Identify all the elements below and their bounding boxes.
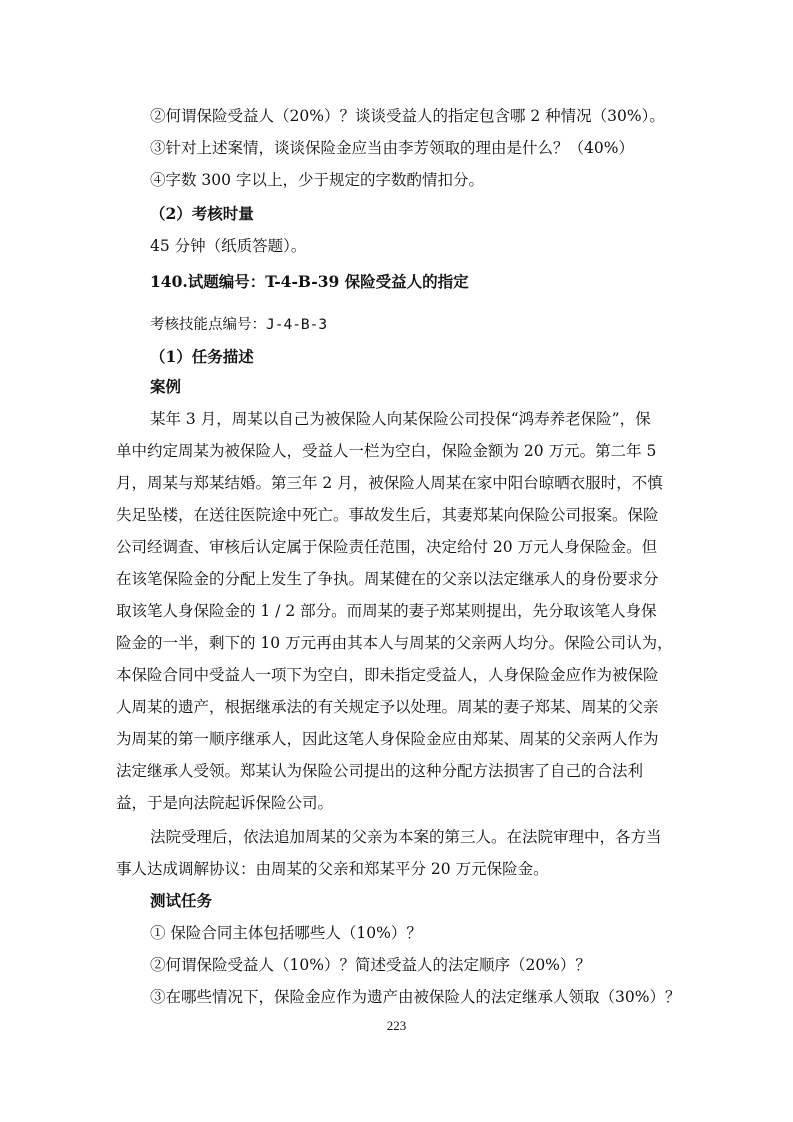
skill-code: 考核技能点编号：J-4-B-3 xyxy=(150,317,328,333)
top-item-4: ④字数 300 字以上，少于规定的字数酌情扣分。 xyxy=(150,171,484,189)
test-item-3: ③在哪些情况下，保险金应作为遗产由被保险人的法定继承人领取（30%）？ xyxy=(150,988,681,1006)
page-number: 223 xyxy=(386,1018,407,1033)
court-line: 法院受理后，依法追加周某的父亲为本案的第三人。在法院审理中，各方当 xyxy=(150,828,662,846)
case-line: 本保险合同中受益人一项下为空白，即未指定受益人，人身保险金应作为被保险 xyxy=(116,666,659,684)
case-line: 法定继承人受领。郑某认为保险公司提出的这种分配方法损害了自己的合法利 xyxy=(116,762,644,780)
exam-time: 45 分钟（纸质答题）。 xyxy=(150,237,307,255)
case-line: 为周某的第一顺序继承人，因此这笔人身保险金应由郑某、周某的父亲两人作为 xyxy=(116,730,659,748)
case-line: 取该笔人身保险金的 1 / 2 部分。而周某的妻子郑某则提出，先分取该笔人身保 xyxy=(116,602,657,620)
case-line: 月，周某与郑某结婚。第三年 2 月，被保险人周某在家中阳台晾晒衣服时，不慎 xyxy=(116,474,663,492)
case-line: 险金的一半，剩下的 10 万元再由其本人与周某的父亲两人均分。保险公司认为， xyxy=(116,634,673,652)
case-heading: 案例 xyxy=(150,377,182,396)
test-item-2: ②何谓保险受益人（10%）？简述受益人的法定顺序（20%）？ xyxy=(150,956,591,974)
court-line: 事人达成调解协议：由周某的父亲和郑某平分 20 万元保险金。 xyxy=(116,860,549,878)
case-line: 在该笔保险金的分配上发生了争执。周某健在的父亲以法定继承人的身份要求分 xyxy=(116,570,659,588)
task-heading: （1）任务描述 xyxy=(150,347,254,366)
test-item-1: ① 保险合同主体包括哪些人（10%）？ xyxy=(150,924,422,942)
exam-time-heading: （2）考核时量 xyxy=(150,204,254,223)
case-line: 失足坠楼，在送往医院途中死亡。事故发生后，其妻郑某向保险公司报案。保险 xyxy=(116,506,659,524)
case-line: 单中约定周某为被保险人，受益人一栏为空白，保险金额为 20 万元。第二年 5 xyxy=(116,442,657,460)
case-line: 益，于是向法院起诉保险公司。 xyxy=(116,794,334,812)
case-line: 公司经调查、审核后认定属于保险责任范围，决定给付 20 万元人身保险金。但 xyxy=(116,538,658,556)
top-item-3: ③针对上述案情，谈谈保险金应当由李芳领取的理由是什么？（40%） xyxy=(150,139,634,157)
question-title: 140.试题编号：T-4-B-39 保险受益人的指定 xyxy=(150,272,469,291)
case-line: 某年 3 月，周某以自己为被保险人向某保险公司投保“鸿寿养老保险”，保 xyxy=(150,410,651,428)
test-heading: 测试任务 xyxy=(150,891,213,910)
top-item-2: ②何谓保险受益人（20%）？谈谈受益人的指定包含哪 2 种情况（30%）。 xyxy=(150,107,665,125)
case-line: 人周某的遗产，根据继承法的有关规定予以处理。周某的妻子郑某、周某的父亲 xyxy=(116,698,659,716)
